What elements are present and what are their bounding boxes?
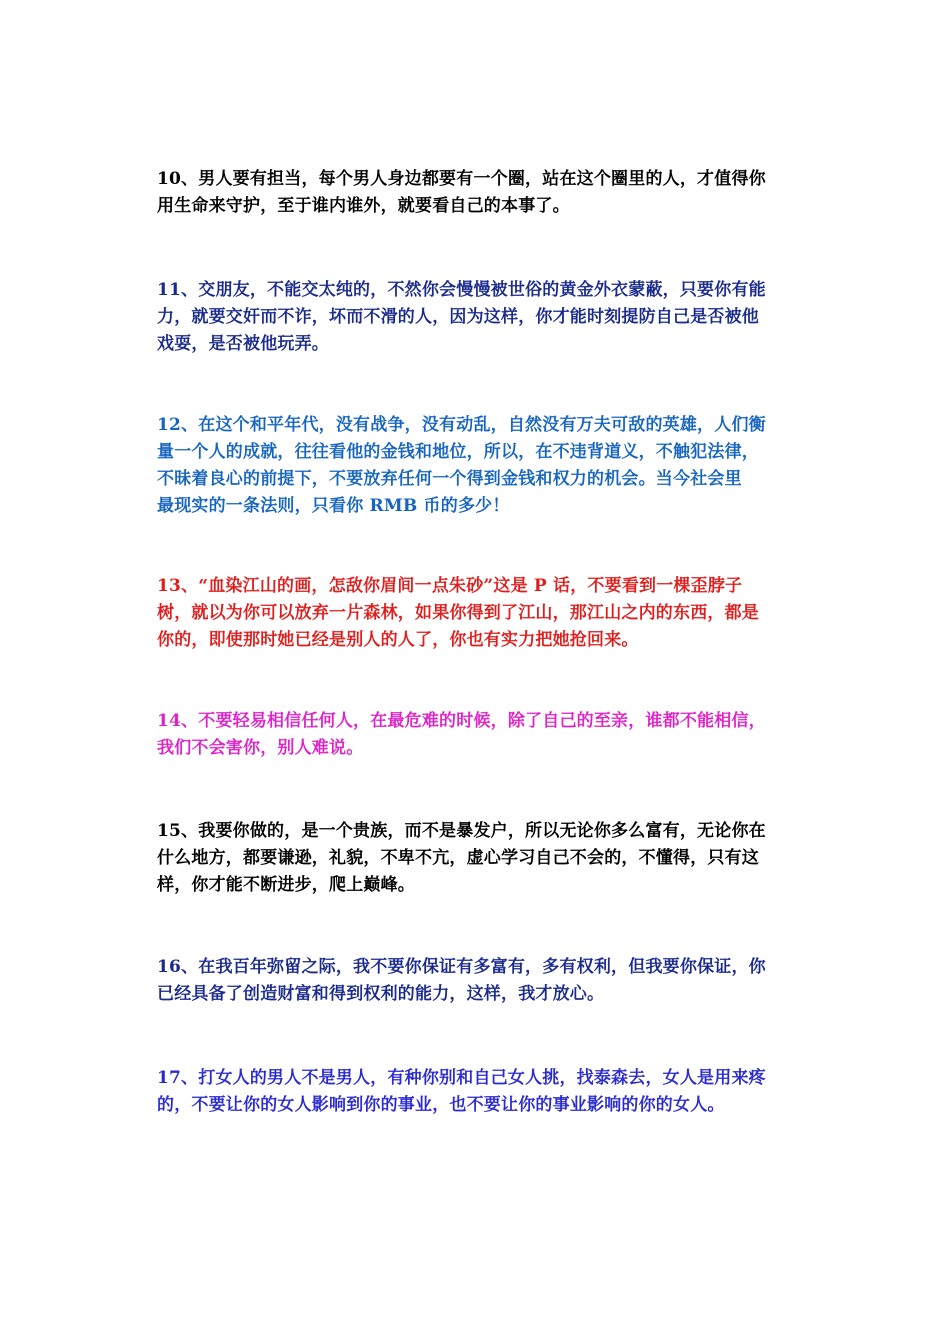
paragraph-16: 16、在我百年弥留之际，我不要你保证有多富有，多有权利，但我要你保证，你 已经具备了创造财富和得到权利的能力，这样，我才放心。 xyxy=(157,957,766,1004)
paragraph-11: 11、交朋友，不能交太纯的，不然你会慢慢被世俗的黄金外衣蒙蔽，只要你有能 力，就要交奸而不诈，坏而不滑的人，因为这样，你才能时刻提防自己是否被他 戏耍，是否被他玩弄。 xyxy=(157,280,766,354)
paragraph-17: 17、打女人的男人不是男人，有种你别和自己女人挑，找泰森去，女人是用来疼 的，不要让你的女人影响到你的事业，也不要让你的事业影响的你的女人。 xyxy=(157,1068,766,1115)
paragraph-12: 12、在这个和平年代，没有战争，没有动乱，自然没有万夫可敌的英雄，人们衡 量一个人的成就，往往看他的金钱和地位，所以，在不违背道义，不触犯法律， 不昧着良心的前提下，不要放弃任何一个得到金钱和权力的机会。当今社会里 最现实的一条法则，只看你 RMB 币的多少！ xyxy=(157,415,766,516)
paragraph-15: 15、我要你做的，是一个贵族，而不是暴发户，所以无论你多么富有，无论你在 什么地方，都要谦逊，礼貌，不卑不亢，虚心学习自己不会的，不懂得，只有这 样，你才能不断进步，爬上巅峰。 xyxy=(157,821,766,895)
paragraph-13: 13、“血染江山的画，怎敌你眉间一点朱砂”这是 P 话，不要看到一棵歪脖子 树，就以为你可以放弃一片森林，如果你得到了江山，那江山之内的东西，都是 你的，即使那时她已经是别人的人了，你也有实力把她抢回来。 xyxy=(157,576,759,650)
paragraph-14: 14、不要轻易相信任何人，在最危难的时候，除了自己的至亲，谁都不能相信， 我们不会害你，别人难说。 xyxy=(157,711,766,758)
paragraph-10: 10、男人要有担当，每个男人身边都要有一个圈，站在这个圈里的人，才值得你 用生命来守护，至于谁内谁外，就要看自己的本事了。 xyxy=(157,169,766,216)
